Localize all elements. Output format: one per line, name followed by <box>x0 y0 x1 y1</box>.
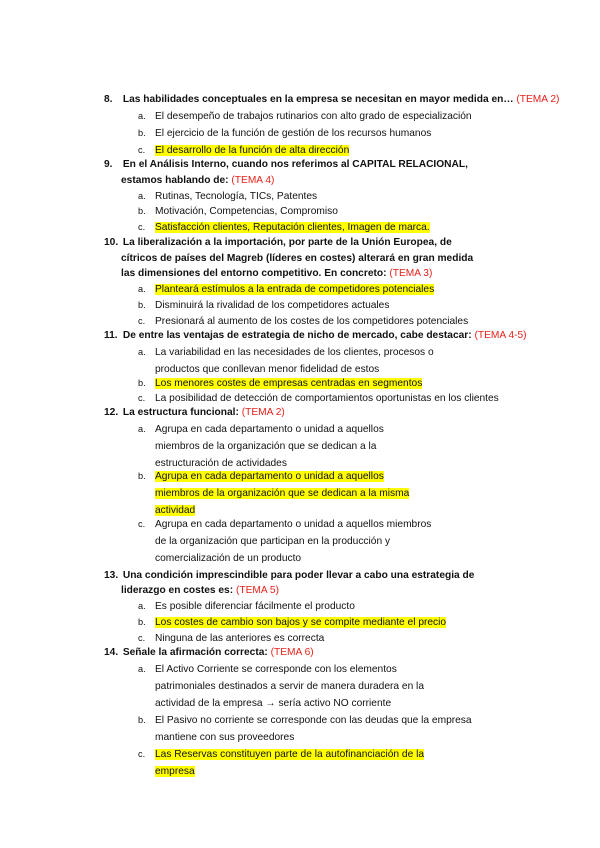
option-8a <box>138 108 578 125</box>
question-text-line: cítricos de países del Magreb (líderes en costes) alterará en gran medida <box>121 253 474 264</box>
question-8 <box>104 92 574 108</box>
question-10-cont2 <box>121 266 432 282</box>
question-text-line: La liberalización a la importación, por parte de la Unión Europea, de <box>122 237 452 248</box>
option-11a <box>138 344 578 378</box>
tema-label: (TEMA 5) <box>235 585 279 596</box>
question-10 <box>104 235 574 251</box>
option-text: Rutinas, Tecnología, TICs, Patentes <box>155 191 318 202</box>
option-text: Motivación, Competencias, Compromiso <box>155 206 338 217</box>
option-text-highlighted: Agrupa en cada departamento o unidad a aquellos <box>155 471 384 482</box>
tema-label: (TEMA 4) <box>231 175 275 186</box>
option-text: de la organización que participan en la producción y <box>155 536 391 548</box>
option-text: Disminuirá la rivalidad de los competidores actuales <box>155 300 390 311</box>
question-14 <box>104 645 574 661</box>
option-text: mantiene con sus proveedores <box>155 732 295 744</box>
option-9c <box>138 219 578 236</box>
option-14a <box>138 661 578 713</box>
option-text-highlighted: Los costes de cambio son bajos y se compite mediante el precio <box>155 617 447 628</box>
option-13a <box>138 598 578 615</box>
option-9b <box>138 203 578 220</box>
option-13b <box>138 614 578 631</box>
option-12b <box>138 468 578 520</box>
option-letter: c. <box>138 316 146 326</box>
question-text: Las habilidades conceptuales en la empresa se necesitan en mayor medida en… <box>122 94 514 105</box>
question-number: 13. <box>104 570 119 581</box>
option-text-highlighted: empresa <box>155 766 195 778</box>
option-letter: c. <box>138 749 146 759</box>
option-letter: a. <box>138 424 146 434</box>
question-13-cont <box>121 583 279 599</box>
option-letter: b. <box>138 715 146 725</box>
question-9 <box>104 157 574 173</box>
option-text: productos que conllevan menor fidelidad de estos <box>155 364 380 376</box>
option-text: actividad de la empresa → sería activo NO corriente <box>155 698 392 710</box>
option-12c <box>138 516 578 568</box>
option-text-highlighted: actividad <box>155 505 196 517</box>
question-11 <box>104 328 574 344</box>
option-text: El desempeño de trabajos rutinarios con alto grado de especialización <box>155 111 472 122</box>
question-number: 12. <box>104 407 119 418</box>
option-text: estructuración de actividades <box>155 458 287 470</box>
option-text: miembros de la organización que se dedican a la <box>155 441 377 453</box>
option-letter: a. <box>138 601 146 611</box>
question-text: La estructura funcional: <box>122 407 239 418</box>
option-text: El ejercicio de la función de gestión de los recursos humanos <box>155 128 432 139</box>
option-text: El Activo Corriente se corresponde con los elementos <box>155 664 397 675</box>
option-text: La posibilidad de detección de comportamientos oportunistas en los clientes <box>155 393 499 404</box>
option-letter: b. <box>138 300 146 310</box>
question-10-cont <box>121 251 473 267</box>
question-text-line: estamos hablando de: <box>121 175 229 186</box>
option-letter: a. <box>138 111 146 121</box>
option-text-highlighted: Planteará estímulos a la entrada de competidores potenciales <box>155 284 435 295</box>
option-text: El Pasivo no corriente se corresponde con las deudas que la empresa <box>155 715 472 726</box>
option-text-highlighted: El desarrollo de la función de alta dirección <box>155 145 350 156</box>
option-letter: b. <box>138 378 146 388</box>
question-text-line: En el Análisis Interno, cuando nos referimos al CAPITAL RELACIONAL, <box>122 159 468 170</box>
option-letter: c. <box>138 222 146 232</box>
question-text: De entre las ventajas de estrategia de nicho de mercado, cabe destacar: <box>122 330 472 341</box>
question-number: 11. <box>104 330 118 341</box>
tema-label: (TEMA 3) <box>389 268 433 279</box>
option-text: Agrupa en cada departamento o unidad a aquellos miembros <box>155 519 432 530</box>
option-12a <box>138 421 578 473</box>
option-text: Presionará al aumento de los costes de los competidores potenciales <box>155 316 469 327</box>
option-text: Agrupa en cada departamento o unidad a aquellos <box>155 424 384 435</box>
option-letter: a. <box>138 284 146 294</box>
option-text-highlighted: miembros de la organización que se dedican a la misma <box>155 488 410 500</box>
option-text: Ninguna de las anteriores es correcta <box>155 633 325 644</box>
option-text: patrimoniales destinados a servir de manera duradera en la <box>155 681 424 693</box>
option-letter: b. <box>138 206 146 216</box>
option-text: comercialización de un producto <box>155 553 302 565</box>
option-letter: a. <box>138 191 146 201</box>
option-letter: a. <box>138 347 146 357</box>
option-text-highlighted: Los menores costes de empresas centradas en segmentos <box>155 378 423 389</box>
option-letter: a. <box>138 664 146 674</box>
option-letter: c. <box>138 519 146 529</box>
option-letter: c. <box>138 633 146 643</box>
question-12 <box>104 405 574 421</box>
option-14b <box>138 712 578 746</box>
option-letter: b. <box>138 128 146 138</box>
question-text-line: las dimensiones del entorno competitivo. En concreto: <box>121 268 387 279</box>
tema-label: (TEMA 2) <box>241 407 285 418</box>
option-text: La variabilidad en las necesidades de los clientes, procesos o <box>155 347 434 358</box>
option-letter: c. <box>138 145 146 155</box>
question-text-line: liderazgo en costes es: <box>121 585 234 596</box>
question-13 <box>104 568 574 584</box>
tema-label: (TEMA 4-5) <box>474 330 527 341</box>
question-number: 14. <box>104 647 119 658</box>
question-number: 9. <box>104 159 113 170</box>
option-14c <box>138 746 578 780</box>
option-letter: c. <box>138 393 146 403</box>
question-text: Señale la afirmación correcta: <box>122 647 268 658</box>
question-text-line: Una condición imprescindible para poder llevar a cabo una estrategia de <box>122 570 475 581</box>
tema-label: (TEMA 6) <box>270 647 314 658</box>
option-10a <box>138 281 578 298</box>
option-text: Es posible diferenciar fácilmente el producto <box>155 601 355 612</box>
question-number: 8. <box>104 94 113 105</box>
option-text-highlighted: Las Reservas constituyen parte de la autofinanciación de la <box>155 749 425 760</box>
question-number: 10. <box>104 237 119 248</box>
option-text-highlighted: Satisfacción clientes, Reputación clientes, Imagen de marca. <box>155 222 430 233</box>
tema-label: (TEMA 2) <box>516 94 560 105</box>
option-letter: b. <box>138 471 146 481</box>
question-9-cont <box>121 173 274 189</box>
option-8b <box>138 125 578 142</box>
option-10b <box>138 297 578 314</box>
option-letter: b. <box>138 617 146 627</box>
